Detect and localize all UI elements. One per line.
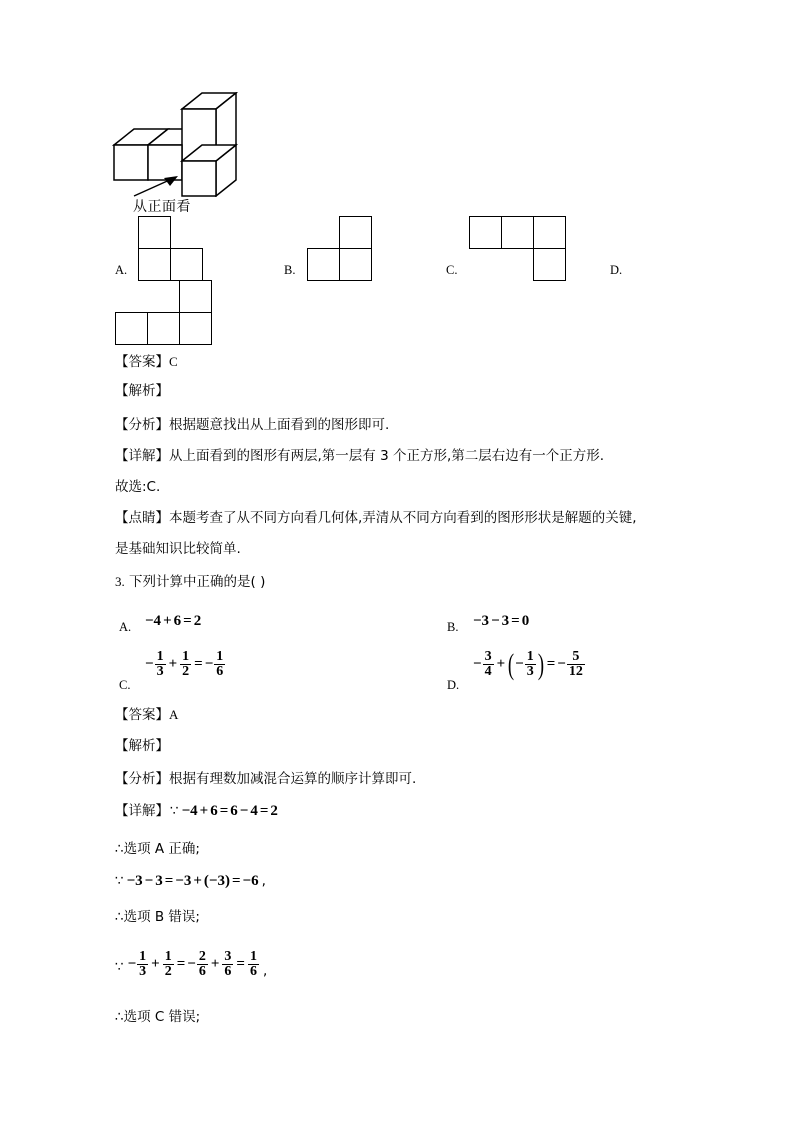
sc-frac5 [248,950,259,980]
option-a-cell-r0c0 [138,216,171,249]
sb-e: −6 [242,872,259,889]
q3-answer-label: 【答案】 [115,707,169,723]
q3-option-d-label: D. [447,678,460,692]
sc-eq1: = [176,956,186,973]
sc-eq2: = [236,956,245,973]
b-rhs: 0 [521,612,530,629]
q3-step-b-equation [127,873,259,890]
q3-step-b-conclusion: ∴选项 B 错误; [115,909,200,925]
q3-stem-line [115,573,265,591]
q3-step-c-because: ∵ [115,958,124,975]
q3-step-b-comma: , [261,873,266,889]
det-op2: − [239,802,249,819]
c-frac2-den: 2 [182,664,190,680]
a-lhs-a: −4 [145,612,162,629]
option-b-label: B. [284,263,296,277]
q3-step-a-conclusion: ∴选项 A 正确; [115,841,200,857]
det-e: 2 [270,802,278,819]
a-eq: = [183,612,192,629]
sb-d: −3 [208,872,225,889]
option-c-cell-r0c0 [469,216,502,249]
a-op1: + [163,612,172,629]
c-frac3-den: 6 [216,664,224,680]
q3-detail-because: ∵ [170,803,179,819]
sb-op2: + [193,872,202,889]
d-frac1 [483,650,494,680]
option-d-cell-r0c2 [179,280,212,313]
sc-frac4-num: 3 [224,949,232,964]
q3-stem-text: 下列计算中正确的是( ) [129,574,266,590]
det-eq1: = [219,802,229,819]
sc-frac2-den: 2 [164,964,172,980]
d-frac3-num: 5 [572,649,580,664]
sb-eq1: = [164,872,174,889]
sc-frac1-den: 3 [139,964,147,980]
d-sign2: − [515,656,524,673]
q2-explain-label: 【解析】 [115,383,169,399]
q3-option-b-expr[interactable] [473,612,529,630]
det-a: −4 [181,802,198,819]
option-b-figure[interactable] [307,216,377,284]
c-frac1 [155,650,166,680]
sc-sign1: − [127,956,137,973]
d-frac1-num: 3 [484,649,492,664]
option-a-cell-r1c0 [138,248,171,281]
q3-number: 3. [115,574,125,589]
option-d-label: D. [610,263,623,277]
c-frac2 [180,650,191,680]
sc-frac2-num: 1 [164,949,172,964]
q3-step-c-equation [128,950,260,980]
det-d: 4 [250,802,258,819]
sc-op2: + [210,956,220,973]
sb-b: 3 [155,872,163,889]
sb-rparen: ) [224,872,230,889]
d-frac3 [567,650,585,680]
b-lhs-a: −3 [473,612,490,629]
q3-option-a-expr[interactable] [145,612,201,630]
d-frac2-num: 1 [526,649,534,664]
det-b: 6 [210,802,218,819]
q3-step-c-line [115,950,267,980]
solid-figure-cubes [112,92,262,197]
q2-insight: 【点睛】本题考查了从不同方向看几何体,弄清从不同方向看到的图形形状是解题的关键, [115,510,637,526]
option-d-figure[interactable] [115,280,217,348]
sc-frac5-den: 6 [249,964,257,980]
option-d-cell-r1c1 [147,312,180,345]
a-rhs: 2 [193,612,202,629]
q3-option-c-expr[interactable] [145,650,226,680]
option-a-cell-r1c1 [170,248,203,281]
c-sign1: − [145,656,154,673]
sc-frac1-num: 1 [139,949,147,964]
q2-answer-label: 【答案】 [115,354,169,370]
d-frac1-den: 4 [484,664,492,680]
det-op1: + [199,802,209,819]
sc-frac4-den: 6 [224,964,232,980]
d-frac2 [525,650,536,680]
option-c-cell-r0c1 [501,216,534,249]
sc-frac2 [163,950,174,980]
sc-op1: + [151,956,160,973]
q3-step-c-comma: , [262,962,268,979]
q2-detail: 【详解】从上面看到的图形有两层,第一层有 3 个正方形,第二层右边有一个正方形. [115,448,605,464]
b-eq: = [511,612,520,629]
option-c-cell-r1c2 [533,248,566,281]
q3-option-d-expr[interactable] [473,650,586,680]
d-frac2-den: 3 [526,664,534,680]
option-b-cell-r1c1 [339,248,372,281]
c-frac1-den: 3 [156,664,164,680]
c-frac3-num: 1 [216,649,224,664]
sc-frac1 [137,950,148,980]
d-sign3: − [557,656,566,673]
c-frac2-num: 1 [182,649,190,664]
sb-c: −3 [175,872,192,889]
q3-detail-line [115,802,278,820]
sc-frac3 [197,950,208,980]
b-op1: − [491,612,500,629]
d-sign1: − [473,656,482,673]
figure-caption-front-view: 从正面看 [133,199,191,215]
q3-answer-line [115,706,178,724]
option-b-cell-r0c1 [339,216,372,249]
option-c-figure[interactable] [469,216,571,284]
q2-answer-line [115,353,178,371]
c-op1: + [168,656,178,673]
q2-insight-line2: 是基础知识比较简单. [115,541,241,557]
q2-analysis: 【分析】根据题意找出从上面看到的图形即可. [115,417,390,433]
q3-step-c-conclusion: ∴选项 C 错误; [115,1009,201,1025]
sb-op1: − [144,872,154,889]
sc-frac3-num: 2 [198,949,206,964]
q3-option-c-label: C. [119,678,131,692]
option-d-cell-r1c2 [179,312,212,345]
sc-frac4 [222,950,233,980]
c-frac3 [214,650,225,680]
q3-option-b-label: B. [447,620,459,634]
q2-answer-value: C [169,354,178,369]
q3-step-b-line [115,872,266,890]
a-lhs-b: 6 [173,612,182,629]
q3-analysis: 【分析】根据有理数加减混合运算的顺序计算即可. [115,771,417,787]
b-lhs-b: 3 [501,612,510,629]
sb-a: −3 [126,872,143,889]
sc-frac5-num: 1 [249,949,257,964]
option-a-label: A. [115,263,128,277]
d-lparen: ( [508,648,515,682]
c-sign2: − [204,656,214,673]
det-c: 6 [230,802,238,819]
option-c-label: C. [446,263,458,277]
det-eq2: = [259,802,269,819]
sb-eq2: = [231,872,241,889]
q3-step-b-because: ∵ [115,873,124,889]
sc-frac3-den: 6 [198,964,206,980]
option-a-figure[interactable] [138,216,208,284]
q3-option-a-label: A. [119,620,132,634]
sc-sign2: − [187,956,196,973]
option-d-cell-r1c0 [115,312,148,345]
d-op1: + [496,656,506,673]
q3-detail-equation [182,803,278,820]
cube-svg [112,92,262,197]
q3-answer-value: A [169,707,179,722]
q3-detail-prefix: 【详解】 [115,803,169,819]
c-frac1-num: 1 [156,649,164,664]
c-eq: = [194,656,203,673]
d-frac3-den: 12 [568,664,583,680]
q2-conclusion: 故选:C. [115,479,161,495]
q3-explain-label: 【解析】 [115,738,169,754]
sb-lparen: ( [203,872,209,889]
d-eq: = [546,656,556,673]
option-c-cell-r0c2 [533,216,566,249]
option-b-cell-r1c0 [307,248,340,281]
d-rparen: ) [537,648,544,682]
